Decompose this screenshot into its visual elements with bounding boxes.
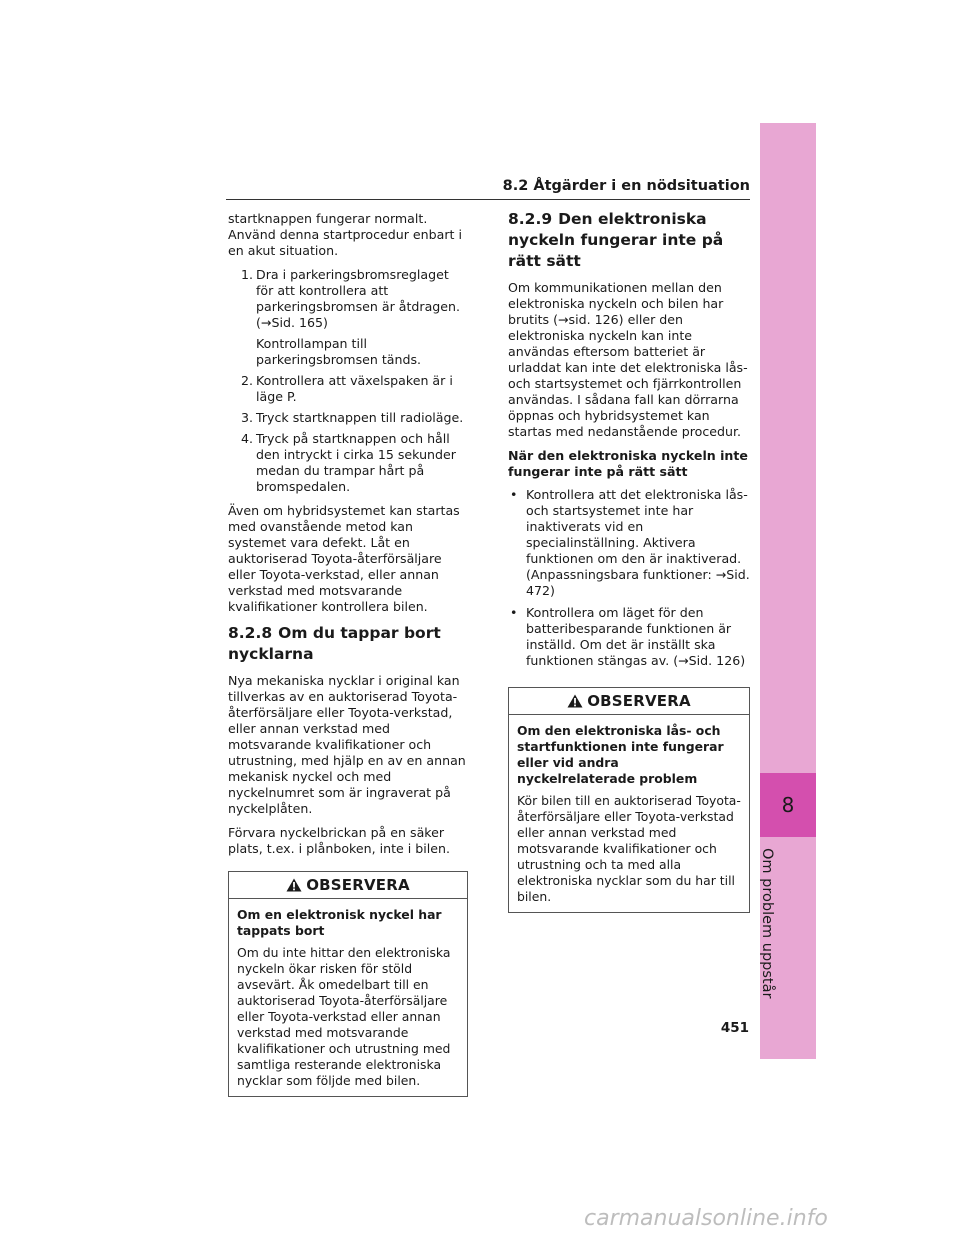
list-item — [228, 267, 468, 368]
body-paragraph: Om kommunikationen mellan den elektroniska nyckeln och bilen har brutits (→sid. 126) eller den elektroniska nyckeln kan inte användas eftersom batteriet är urladdat kan inte det elektroniska lås- och startsystemet och fjärrkontrollen användas. I sådana fall kan dörrarna öppnas och hybridsystemet kan startas med nedanstående procedur. — [508, 280, 748, 439]
list-item — [508, 605, 750, 669]
notice-box — [508, 687, 750, 913]
chapter-label: Om problem uppstår — [759, 848, 775, 999]
notice-label: OBSERVERA — [587, 692, 691, 710]
warning-paragraph: Även om hybridsystemet kan startas med ovanstående metod kan systemet vara defekt. Låt en auktoriserad Toyota-återförsäljare eller Toyota-verkstad, eller annan verkstad med motsvarande kvalifikationer kontrollera bilen. — [228, 503, 460, 614]
warning-icon — [567, 694, 583, 708]
section-title: Den elektroniska nyckeln fungerar inte på rätt sätt — [508, 210, 724, 270]
intro-text: startknappen fungerar normalt. Använd denna startprocedur enbart i en akut situation. — [228, 211, 462, 258]
notice-header — [229, 872, 467, 899]
right-column — [508, 209, 750, 913]
section-number: 8.2.8 — [228, 624, 273, 642]
step-number: 1. — [240, 267, 253, 282]
section-heading-8-2-9 — [508, 209, 750, 272]
section-number: 8.2.9 — [508, 210, 553, 228]
warning-icon — [286, 878, 302, 892]
page-number: 451 — [720, 1020, 749, 1036]
chapter-number: 8 — [781, 793, 795, 817]
left-column — [228, 211, 468, 1097]
watermark: carmanualsonline.info — [584, 1206, 828, 1231]
notice-header — [509, 688, 749, 715]
notice-title: Om den elektroniska lås- och startfunktionen inte fungerar eller vid andra nyckelrelaterade problem — [517, 723, 724, 786]
notice-title: Om en elektronisk nyckel har tappats bort — [237, 907, 442, 938]
list-item — [228, 410, 468, 426]
subheading: När den elektroniska nyckeln inte fungerar inte på rätt sätt — [508, 448, 748, 479]
step-text: Kontrollera att växelspaken är i läge P. — [256, 373, 453, 404]
step-text: Dra i parkeringsbromsreglaget för att kontrollera att parkeringsbromsen är åtdragen. (→Sid. 165) — [256, 267, 461, 330]
list-item — [508, 487, 750, 599]
body-paragraph: Förvara nyckelbrickan på en säker plats, t.ex. i plånboken, inte i bilen. — [228, 825, 451, 856]
bullet-text: Kontrollera om läget för den batteribesparande funktionen är inställd. Om det är inställt ska funktionen stängas av. (→Sid. 126) — [526, 605, 746, 668]
notice-label: OBSERVERA — [306, 876, 410, 894]
notice-text: Om du inte hittar den elektroniska nyckeln ökar risken för stöld avsevärt. Åk omedelbart till en auktoriserad Toyota-återförsäljare eller Toyota-verkstad eller annan verkstad med motsvarande kvalifikationer och utrustning med samtliga resterande elektroniska nycklar som följde med bilen. — [237, 945, 451, 1088]
body-paragraph: Nya mekaniska nycklar i original kan tillverkas av en auktoriserad Toyota-återförsäljare eller Toyota-verkstad, eller annan verkstad med motsvarande kvalifikationer och utrustning, med hjälp en av en annan mekanisk nyckel och med nyckelnumret som är ingraverat på nyckelplåten. — [228, 673, 466, 816]
notice-text: Kör bilen till en auktoriserad Toyota-återförsäljare eller Toyota-verkstad eller annan verkstad med motsvarande kvalifikationer och utrustning och ta med alla elektroniska nycklar som du har till bilen. — [517, 793, 741, 904]
step-text: Kontrollampan till parkeringsbromsen tänds. — [256, 336, 422, 367]
chapter-number-tab — [760, 773, 816, 837]
header-divider — [226, 199, 750, 200]
section-header: 8.2 Åtgärder i en nödsituation — [502, 178, 750, 194]
section-title: Om du tappar bort nycklarna — [228, 624, 441, 663]
section-heading-8-2-8 — [228, 623, 468, 665]
notice-box — [228, 871, 468, 1097]
list-item — [228, 431, 468, 495]
chapter-label-container — [759, 848, 800, 999]
bullet-text: Kontrollera att det elektroniska lås- och startsystemet inte har inaktiverats vid en specialinställning. Aktivera funktionen om den är inaktiverad. (Anpassningsbara funktioner: →Sid. 472) — [526, 487, 750, 598]
step-number: 3. — [240, 410, 253, 425]
bullet-icon: • — [510, 605, 518, 620]
step-text: Tryck startknappen till radioläge. — [256, 410, 464, 425]
step-number: 4. — [240, 431, 253, 446]
step-number: 2. — [240, 373, 253, 388]
bullet-icon: • — [510, 487, 518, 502]
start-procedure-steps — [228, 267, 468, 495]
list-item — [228, 373, 468, 405]
step-text: Tryck på startknappen och håll den intryckt i cirka 15 sekunder medan du trampar hårt på bromspedalen. — [256, 431, 456, 494]
